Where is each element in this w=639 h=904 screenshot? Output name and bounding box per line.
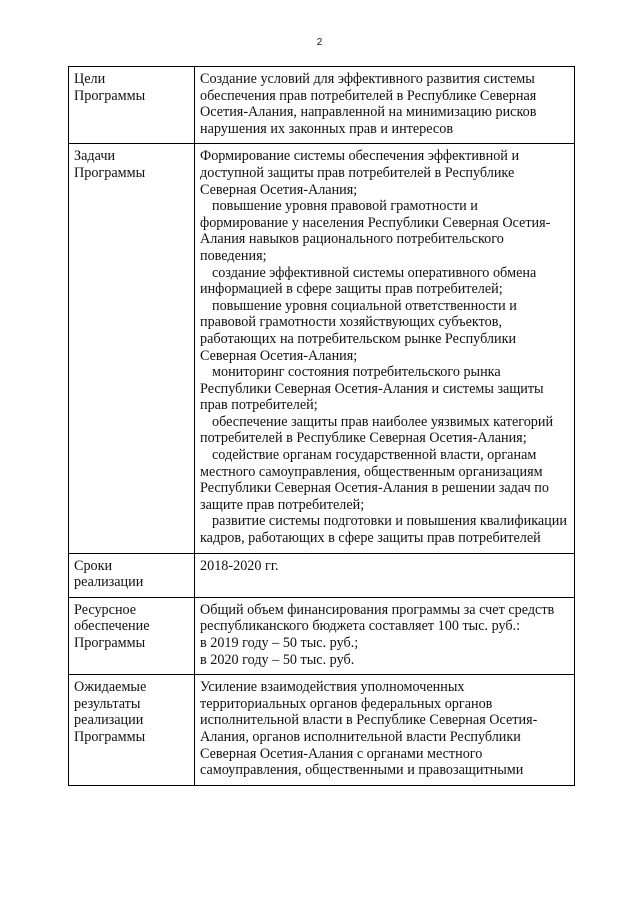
row-label-line: Сроки [74,557,113,574]
content-paragraph: в 2020 году – 50 тыс. руб. [200,651,355,668]
table-row-expected-results [69,675,575,786]
row-content-cell [195,597,575,674]
row-label-line: Цели [74,71,106,87]
row-label-line: реализации [74,712,144,729]
row-content-cell [195,67,575,144]
table-row-tasks [69,144,575,553]
row-label-line: Ресурсное [74,601,137,618]
table-row-goals [69,67,575,144]
row-label-line: результаты [74,695,141,712]
row-content-cell [195,553,575,597]
row-label-cell [69,553,195,597]
content-paragraph: в 2019 году – 50 тыс. руб.; [200,635,359,651]
row-label-cell [69,144,195,553]
content-paragraph: содействие органам государственной власти, органам местного самоуправления, общественным организациям Республики Северная Осетия-Алания в решении задач по защите прав потребителей; [200,447,549,513]
row-label-line: Программы [74,164,146,181]
row-label-line: Программы [74,635,146,651]
page-number: 2 [316,37,323,48]
content-paragraph: повышение уровня социальной ответственности и правовой грамотности хозяйствующих субъектов, работающих на потребительском рынке Республики Северная Осетия-Алания; [200,297,517,364]
row-label-line: Программы [74,87,146,104]
row-content-cell [195,675,575,786]
row-label-cell [69,597,195,674]
content-paragraph: Усиление взаимодействия уполномоченных территориальных органов федеральных органов исполнительной власти в Республике Северная Осетия-Алания, органов исполнительной власти Республики Северная Осетия-Алания с органами местного самоуправления, общественными и правозащитными [200,679,538,779]
row-label-cell [69,67,195,144]
program-passport-table [68,66,575,786]
content-paragraph: Формирование системы обеспечения эффективной и доступной защиты прав потребителей в Республике Северная Осетия-Алания; [200,148,520,198]
row-label-line: обеспечение [74,618,150,635]
table-row-terms [69,553,575,597]
content-paragraph: 2018-2020 гг. [200,557,279,574]
content-paragraph: повышение уровня правовой грамотности и формирование у населения Республики Северная Осетия-Алания навыков рационального потребительского поведения; [200,198,551,264]
row-label-line: Ожидаемые [74,679,147,696]
content-paragraph: обеспечение защиты прав наиболее уязвимых категорий потребителей в Республике Северная Осетия-Алания; [200,413,554,447]
content-paragraph: мониторинг состояния потребительского рынка Республики Северная Осетия-Алания и системы защиты прав потребителей; [200,364,544,414]
content-paragraph: Создание условий для эффективного развития системы обеспечения прав потребителей в Республике Северная Осетия-Алания, направленной на минимизацию рисков нарушения их законных прав и интересов [200,71,537,137]
row-label-line: реализации [74,574,144,591]
content-paragraph: развитие системы подготовки и повышения квалификации кадров, работающих в сфере защиты прав потребителей [200,513,567,547]
row-label-line: Программы [74,728,146,745]
row-content-cell [195,144,575,553]
content-paragraph: создание эффективной системы оперативного обмена информацией в сфере защиты прав потребителей; [200,264,537,298]
table-row-resources [69,597,575,674]
row-label-cell [69,675,195,786]
row-label-line: Задачи [74,148,116,165]
content-paragraph: Общий объем финансирования программы за счет средств республиканского бюджета составляет 100 тыс. руб.: [200,601,555,635]
